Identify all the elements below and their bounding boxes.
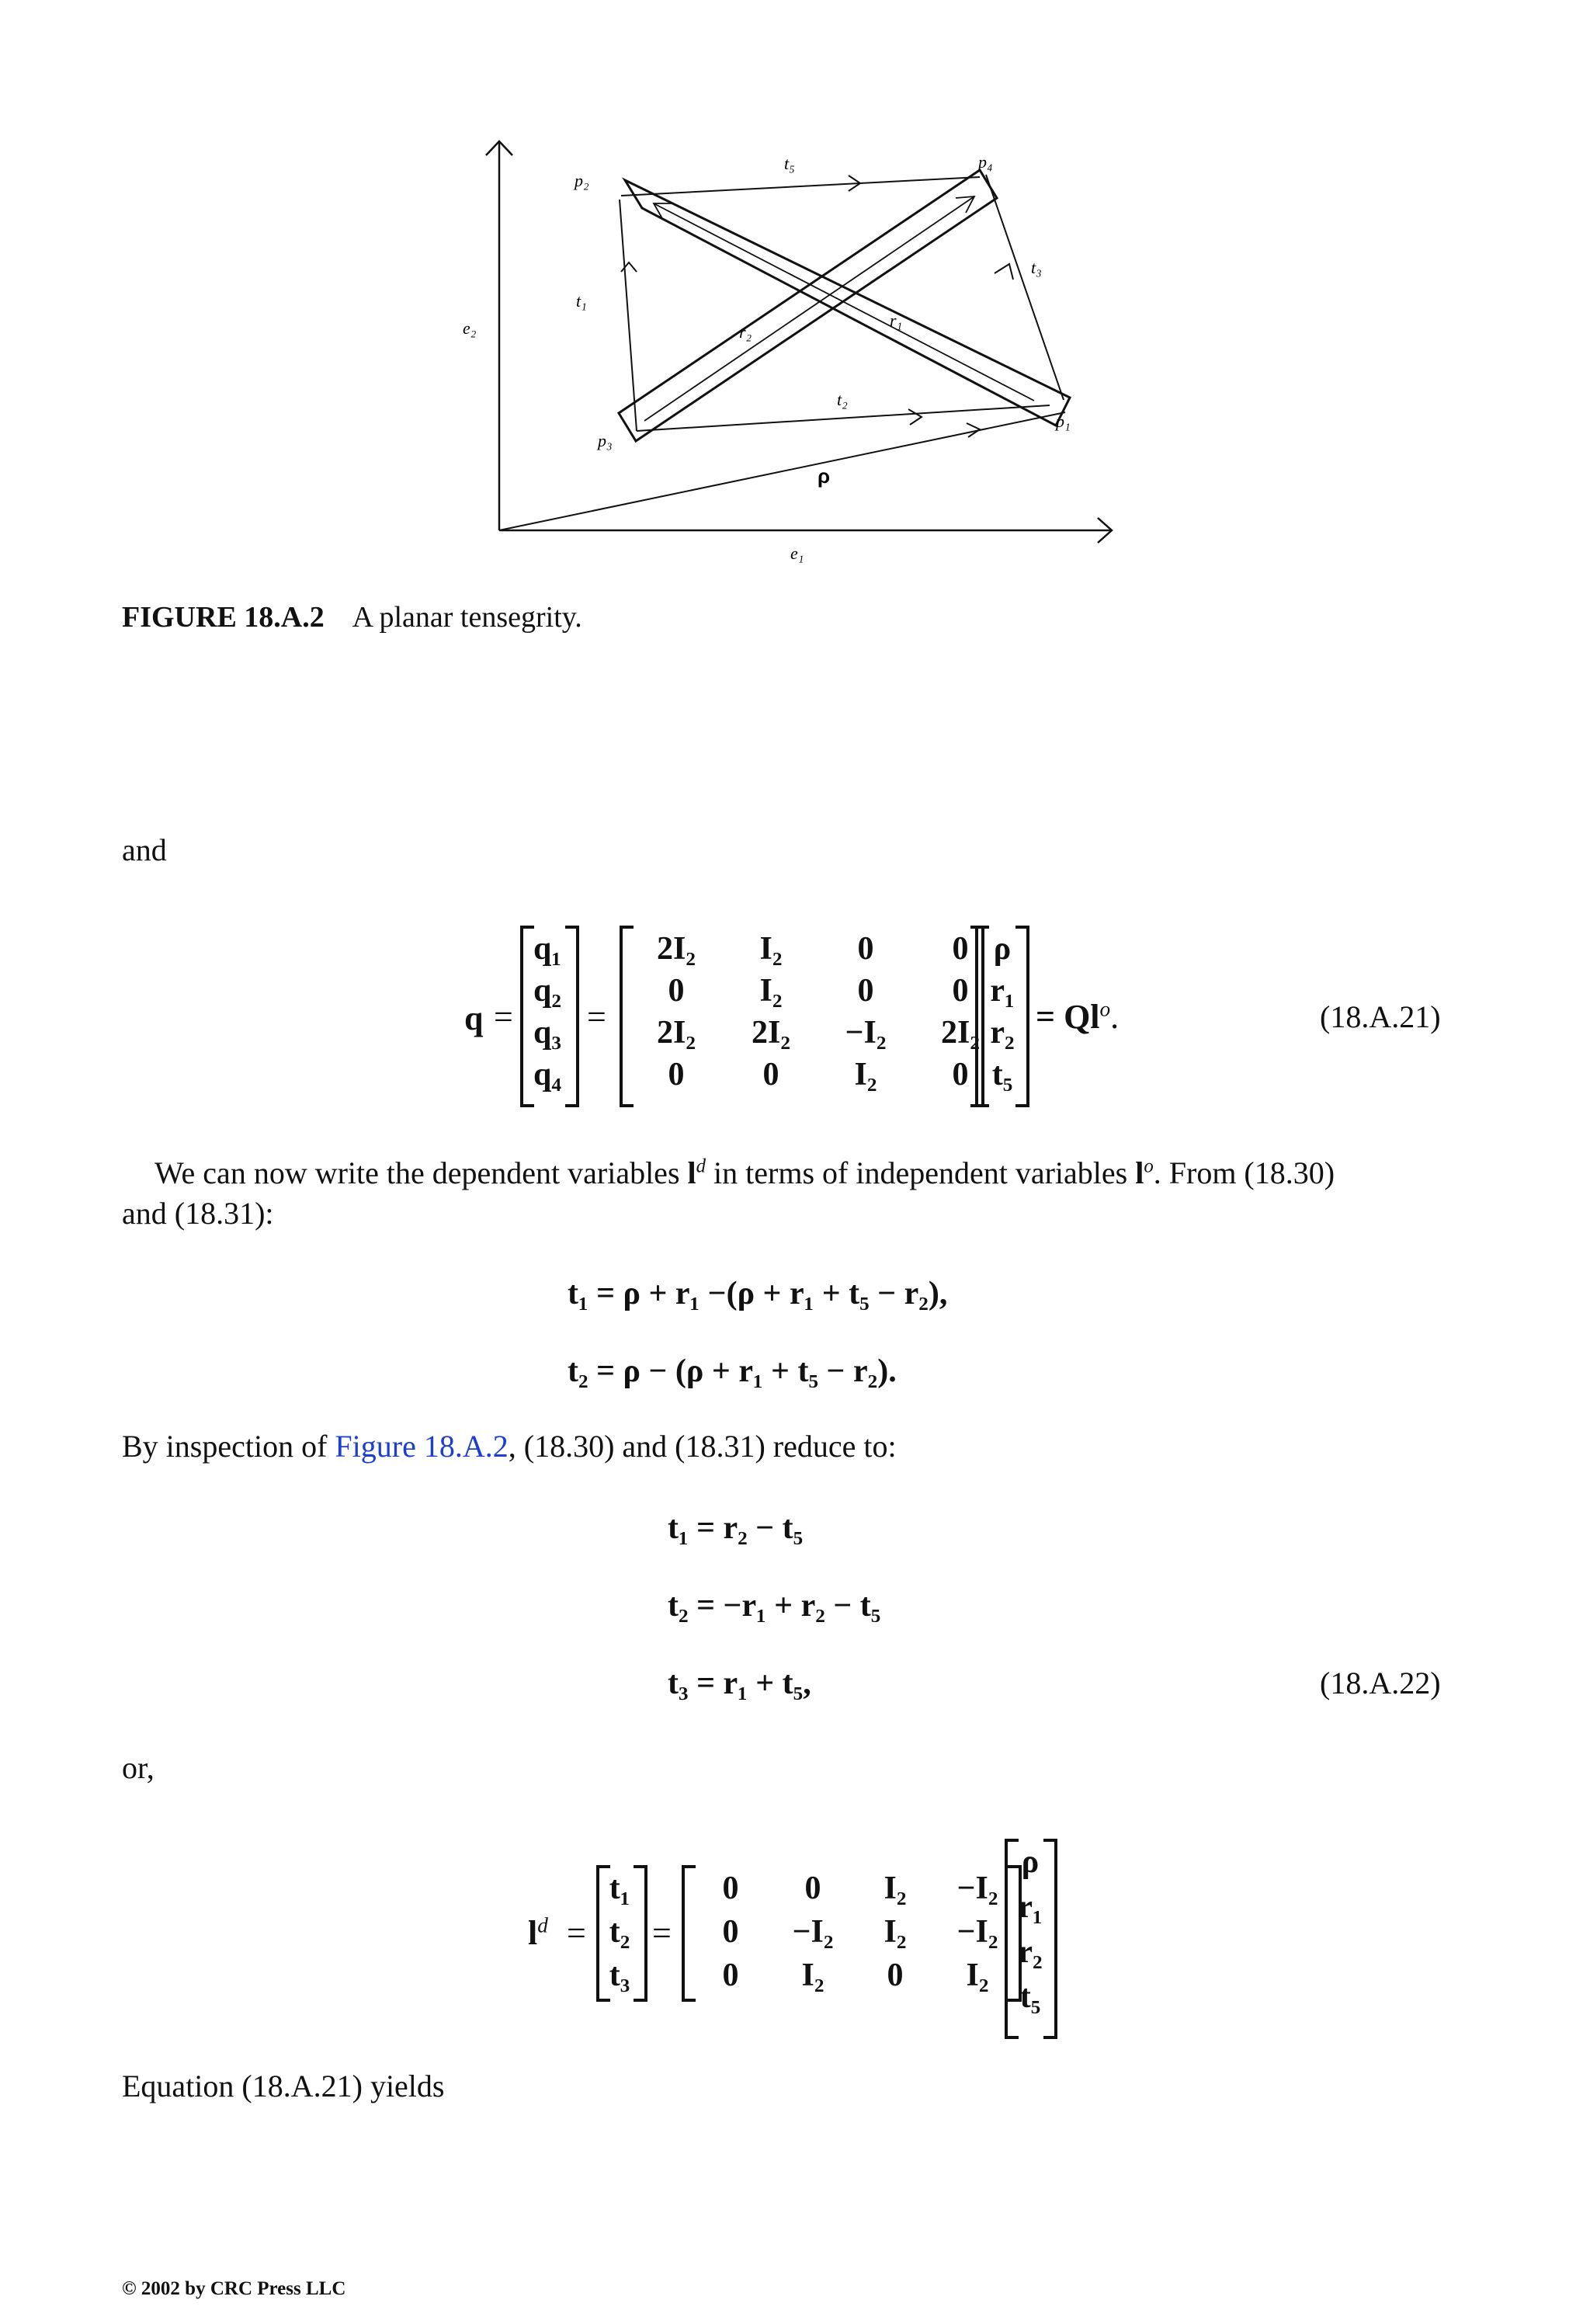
eqld-r2: r₂ — [1018, 1934, 1043, 1970]
eq21-matrix-cell-0-0: 2I₂ — [657, 931, 696, 967]
figure-caption — [122, 599, 582, 637]
eqld-r1: r₁ — [1018, 1889, 1043, 1925]
copyright: © 2002 by CRC Press LLC — [122, 2278, 346, 2299]
eq-reduced-t1: t₁ = r₂ − t₅ — [668, 1510, 804, 1546]
eqld-matrix-cell-2-2: 0 — [887, 1958, 904, 1993]
label-p4: p₄ — [978, 152, 993, 172]
eq21-r1: r₁ — [990, 973, 1015, 1009]
eq21-matrix-cell-0-1: I₂ — [759, 931, 783, 967]
eq21-q4: q₄ — [533, 1057, 561, 1093]
label-rho: ρ — [818, 464, 831, 488]
label-p1: p₁ — [1056, 412, 1071, 431]
eq21-matrix-cell-0-3: 0 — [952, 931, 969, 967]
eqld-matrix-cell-0-3: −I₂ — [956, 1871, 998, 1906]
eqld-matrix-cell-0-1: 0 — [804, 1871, 821, 1906]
eq21-q1: q₁ — [533, 931, 561, 967]
eq21-matrix-cell-3-3: 0 — [952, 1057, 969, 1093]
label-p3: p₃ — [598, 431, 613, 450]
eq21-eq1: = — [494, 998, 513, 1036]
eqld-rho: ρ — [1021, 1844, 1040, 1880]
eqld-matrix-cell-0-2: I₂ — [884, 1871, 907, 1906]
rho-vector — [499, 412, 1065, 530]
eqld-eq1: = — [567, 1914, 586, 1952]
eqld-lhs: $l^d$ — [528, 1913, 548, 1952]
label-e2: e₂ — [463, 318, 477, 338]
figure-caption-text: A planar tensegrity. — [352, 601, 582, 634]
eqld-matrix-cell-0-0: 0 — [722, 1871, 739, 1906]
figure-link[interactable]: Figure 18.A.2 — [335, 1429, 509, 1464]
label-e1: e₁ — [790, 544, 804, 563]
eq21-matrix-cell-1-3: 0 — [952, 973, 969, 1009]
eqld-t3: t₃ — [609, 1958, 630, 1993]
eq22-number: (18.A.22) — [1320, 1666, 1441, 1700]
eq21-r2: r₂ — [990, 1015, 1015, 1051]
eqld-t5: t₅ — [1019, 1979, 1041, 2015]
label-t2: t₂ — [837, 390, 848, 409]
equation-ld — [0, 1832, 1590, 2050]
eq21-rho: ρ — [993, 931, 1012, 967]
paragraph-line1: We can now write the dependent variables $l^d$ in terms of independent variables $l^o$. From (18.30) — [154, 1155, 1335, 1190]
eq21-matrix-cell-2-3: 2I₂ — [941, 1015, 980, 1051]
tendon-t3 — [986, 175, 1064, 400]
label-r2: r₂ — [739, 322, 752, 342]
tendon-t1 — [620, 200, 637, 431]
equation-18A21 — [0, 916, 1590, 1118]
eq21-matrix-cell-1-2: 0 — [857, 973, 874, 1009]
eq21-t5: t₅ — [991, 1057, 1013, 1093]
text-and: and — [122, 832, 167, 867]
eq21-rhs: = $Ql^o$. — [1036, 997, 1120, 1036]
tensegrity-figure — [0, 0, 1590, 606]
eq21-q3: q₃ — [533, 1015, 561, 1051]
eq-reduced-t2: t₂ = −r₁ + r₂ − t₅ — [668, 1588, 881, 1624]
eq21-eq2: = — [587, 998, 606, 1036]
eq21-q2: q₂ — [533, 973, 561, 1009]
eqld-matrix-cell-1-3: −I₂ — [956, 1914, 998, 1950]
eq21-matrix-cell-3-1: 0 — [762, 1057, 779, 1093]
eq21-matrix-cell-3-0: 0 — [668, 1057, 685, 1093]
eq-t1-expanded: t₁ = ρ + r₁ −(ρ + r₁ + t₅ − r₂), — [568, 1276, 948, 1311]
eqld-matrix-cell-2-0: 0 — [722, 1958, 739, 1993]
eqld-eq2: = — [652, 1914, 672, 1952]
eqld-t1: t₁ — [609, 1871, 630, 1906]
inspection-text: By inspection of Figure 18.A.2, (18.30) and (18.31) reduce to: — [122, 1429, 897, 1464]
eqld-matrix-cell-1-0: 0 — [722, 1914, 739, 1950]
eq21-matrix-cell-1-1: I₂ — [759, 973, 783, 1009]
label-r1: r₁ — [890, 311, 903, 330]
eq21-matrix-cell-2-2: −I₂ — [845, 1015, 887, 1051]
text-yields: Equation (18.A.21) yields — [122, 2069, 445, 2103]
label-t5: t₅ — [784, 154, 795, 173]
eqld-matrix-cell-2-3: I₂ — [966, 1958, 989, 1993]
eq21-number: (18.A.21) — [1320, 999, 1441, 1034]
eqld-t2: t₂ — [609, 1914, 630, 1950]
eqld-matrix-cell-1-2: I₂ — [884, 1914, 907, 1950]
eq21-matrix-cell-1-0: 0 — [668, 973, 685, 1009]
eq21-matrix-cell-2-1: 2I₂ — [752, 1015, 790, 1051]
eqld-matrix-cell-2-1: I₂ — [801, 1958, 825, 1993]
eqld-matrix-cell-1-1: −I₂ — [792, 1914, 834, 1950]
label-p2: p₂ — [575, 171, 589, 190]
text-or: or, — [122, 1750, 154, 1785]
bar-r2-arrow — [644, 196, 974, 421]
eq21-lhs: q — [464, 999, 484, 1037]
label-t3: t₃ — [1031, 258, 1042, 277]
eq-reduced-t3: t₃ = r₁ + t₅, — [668, 1666, 811, 1701]
paragraph-line2: and (18.31): — [122, 1196, 274, 1231]
tendon-t5 — [621, 177, 980, 196]
eq21-matrix-cell-0-2: 0 — [857, 931, 874, 967]
eq-t2-expanded: t₂ = ρ − (ρ + r₁ + t₅ − r₂). — [568, 1353, 897, 1389]
label-t1: t₁ — [576, 291, 587, 311]
figure-caption-label: FIGURE 18.A.2 — [122, 601, 325, 634]
eq21-matrix-cell-2-0: 2I₂ — [657, 1015, 696, 1051]
eq21-matrix-cell-3-2: I₂ — [854, 1057, 877, 1093]
